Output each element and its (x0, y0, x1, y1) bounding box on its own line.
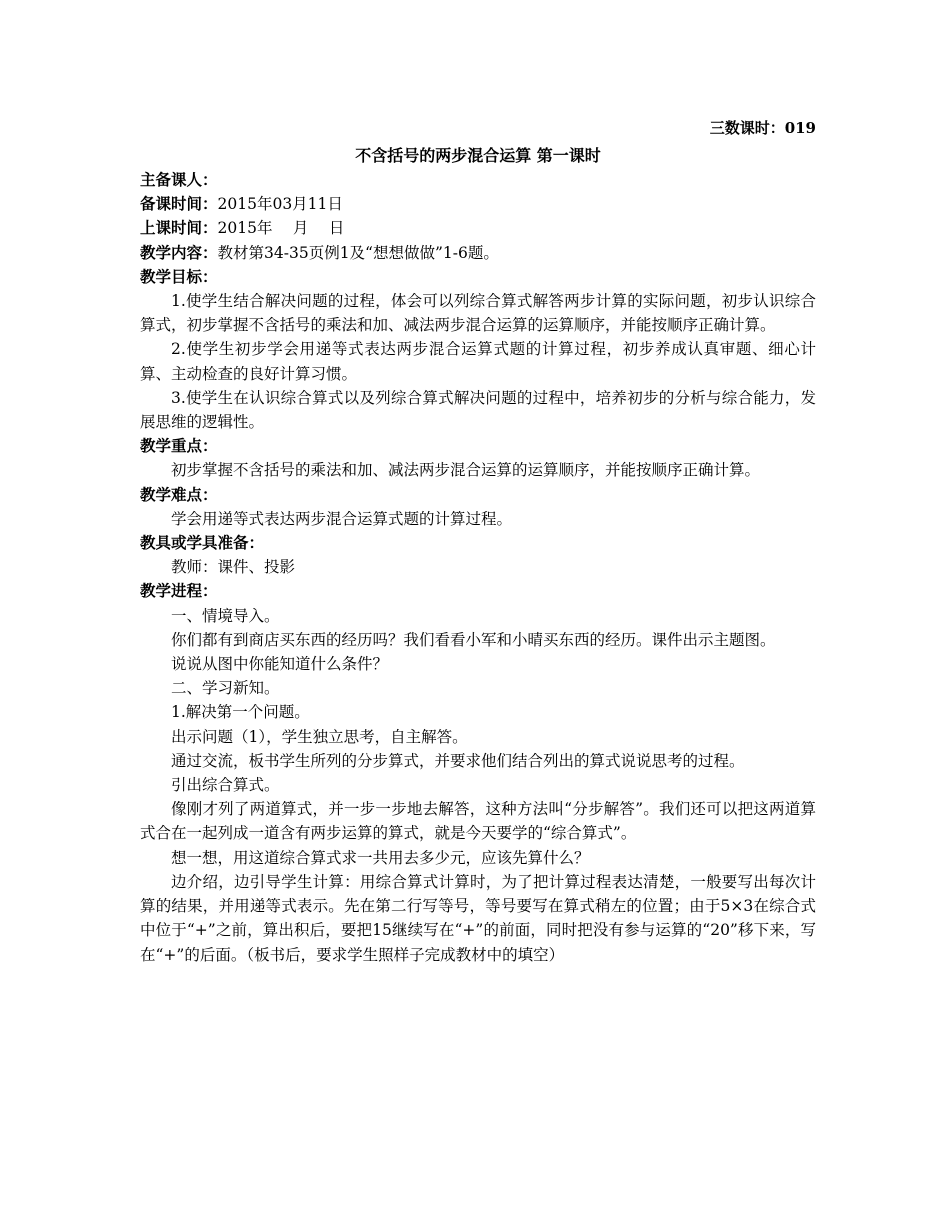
class-time-label: 上课时间： (140, 218, 218, 238)
teaching-content-value: 教材第34-35页例1及“想想做做”1-6题。 (217, 243, 499, 262)
process-paragraph: 想一想，用这道综合算式求一共用去多少元，应该先算什么？ (171, 848, 590, 867)
process-paragraph: 像刚才列了两道算式，并一步一步地去解答，这种方法叫“分步解答”。我们还可以把这两道算式合在一起列成一道含有两步运算的算式，就是今天要学的“综合算式”。 (140, 800, 816, 843)
teaching-content-label: 教学内容： (140, 242, 218, 262)
class-time-row (140, 216, 816, 240)
prep-time-label: 备课时间： (140, 194, 218, 214)
lesson-title: 不含括号的两步混合运算 第一课时 (355, 146, 601, 165)
difficulties-text: 学会用递等式表达两步混合运算式题的计算过程。 (171, 509, 513, 528)
process-paragraph: 你们都有到商店买东西的经历吗？我们看看小军和小晴买东西的经历。课件出示主题图。 (171, 630, 776, 649)
lead-teacher-row (140, 168, 816, 192)
process-paragraph: 1.解决第一个问题。 (171, 703, 310, 722)
objective-item: 3.使学生在认识综合算式以及列综合算式解决问题的过程中，培养初步的分析与综合能力，发展思维的逻辑性。 (140, 388, 816, 432)
objective-item: 2.使学生初步学会用递等式表达两步混合运算式题的计算过程，初步养成认真审题、细心计算、主动检查的良好计算习惯。 (140, 340, 816, 383)
key-points-text: 初步掌握不含括号的乘法和加、减法两步混合运算的运算顺序，并能按顺序正确计算。 (171, 461, 761, 480)
process-paragraph: 二、学习新知。 (171, 679, 280, 698)
objectives-heading: 教学目标： (140, 266, 218, 286)
process-paragraph: 出示问题（1），学生独立思考，自主解答。 (171, 727, 468, 746)
process-paragraph: 边介绍，边引导学生计算：用综合算式计算时，为了把计算过程表达清楚，一般要写出每次计算的结果，并用递等式表示。先在第二行写等号，等号要写在算式稍左的位置；由于5×3在综合式中位于“+”之前，算出积后，要把15继续写在“+”的前面，同时把没有参与运算的“20”移下来，写在“+”的后面。（板书后，要求学生照样子完成教材中的填空） (140, 872, 816, 964)
key-points-heading: 教学重点： (140, 436, 218, 456)
process-paragraph: 通过交流，板书学生所列的分步算式，并要求他们结合列出的算式说说思考的过程。 (171, 751, 745, 770)
prep-time-row (140, 192, 816, 216)
class-time-value: 2015年 月 日 (217, 219, 345, 238)
process-paragraph: 说说从图中你能知道什么条件？ (171, 655, 389, 674)
process-paragraph: 引出综合算式。 (171, 776, 280, 795)
materials-text: 教师：课件、投影 (171, 558, 296, 577)
process-paragraph: 一、情境导入。 (171, 606, 280, 625)
lead-teacher-label: 主备课人： (140, 170, 218, 189)
teaching-content-row (140, 241, 816, 265)
objective-item: 1.使学生结合解决问题的过程，体会可以列综合算式解答两步计算的实际问题，初步认识综合算式，初步掌握不含括号的乘法和加、减法两步混合运算的运算顺序，并能按顺序正确计算。 (140, 292, 816, 335)
prep-time-value: 2015年03月11日 (217, 195, 343, 214)
difficulties-heading: 教学难点： (140, 484, 218, 504)
materials-heading: 教具或学具准备： (140, 533, 265, 553)
course-number: 三数课时：019 (709, 119, 816, 137)
lesson-content (140, 168, 816, 967)
process-heading: 教学进程： (140, 581, 218, 601)
